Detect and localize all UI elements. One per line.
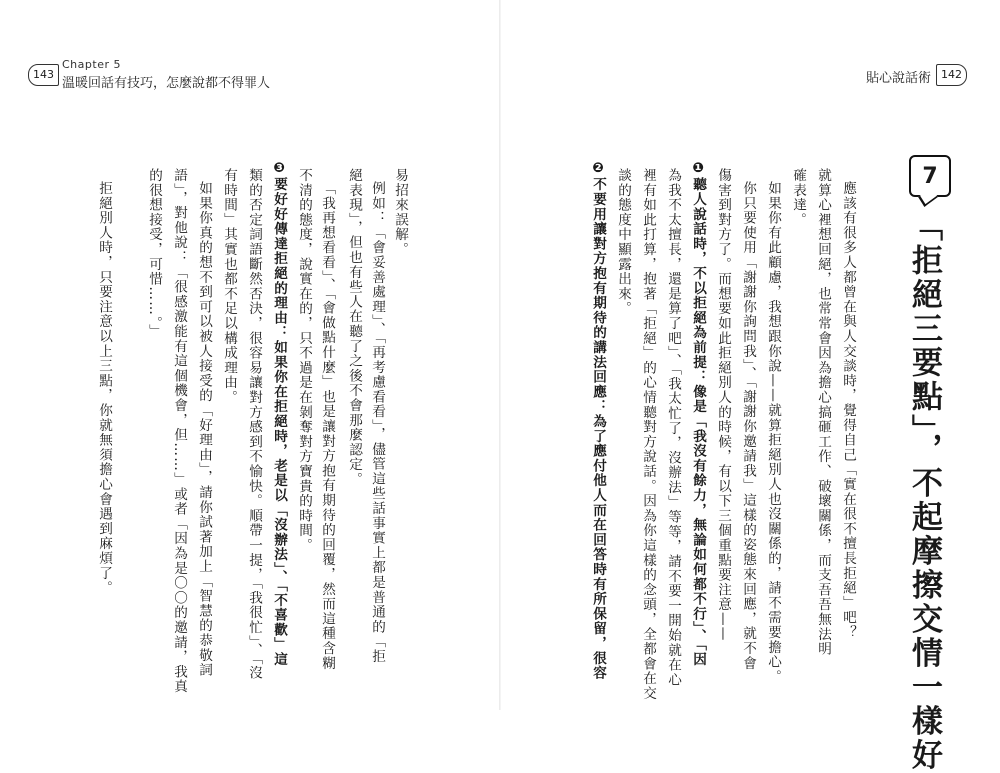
body-column: 有時間」其實也都不足以構成理由。 bbox=[221, 168, 237, 405]
body-column: 傷害到對方了。而想要如此拒絕別人的時候，有以下三個重點要注意—— bbox=[715, 168, 731, 642]
section-number-badge: 7 bbox=[909, 155, 951, 197]
section-heading: 「拒絕三要點」，不起摩擦交情一樣好 bbox=[906, 210, 942, 773]
right-page bbox=[500, 0, 1000, 773]
body-column: 確表達。 bbox=[790, 168, 806, 228]
body-column: 裡有如此打算，抱著「拒絕」的心情聽對方說話。因為你這樣的念頭，全都會在交 bbox=[640, 168, 656, 701]
body-column-point-1: ❶聽人說話時，不以拒絕為前提：像是「我沒有餘力，無論如何都不行」、「因 bbox=[690, 160, 706, 667]
body-column: 談的態度中顯露出來。 bbox=[615, 168, 631, 316]
body-column: 的很想接受，可惜……。」 bbox=[146, 168, 162, 339]
left-page-number: 143 bbox=[28, 64, 59, 86]
right-running-title: 貼心說話術 bbox=[866, 71, 932, 86]
body-column: 就算心裡想回絕，也常常會因為擔心搞砸工作、破壞關係，而支吾吾無法明 bbox=[815, 168, 831, 657]
body-column: 絕表現」，但也有些人在聽了之後不會那麼認定。 bbox=[346, 168, 362, 487]
body-column: 易招來誤解。 bbox=[392, 168, 408, 257]
body-column: 你只要使用「謝謝你詢問我」、「謝謝你邀請我」這樣的姿態來回應，就不會 bbox=[740, 181, 756, 671]
body-column-point-3: ❸要好好傳達拒絕的理由：如果你在拒絕時，老是以「沒辦法」、「不喜歡」這 bbox=[271, 160, 287, 667]
body-column: 為我不太擅長，還是算了吧」、「我太忙了，沒辦法」等等，請不要一開始就在心 bbox=[665, 168, 681, 688]
body-column: 應該有很多人都曾在與人交談時，覺得自己「實在很不擅長拒絕」吧？ bbox=[840, 181, 856, 640]
body-column: 拒絕別人時，只要注意以上三點，你就無須擔心會遇到麻煩了。 bbox=[96, 181, 112, 596]
body-column: 如果你真的想不到可以被人接受的「好理由」，請你試著加上「智慧的恭敬詞 bbox=[196, 181, 212, 678]
body-column: 「我再想看看」、「會做點什麼」也是讓對方抱有期待的回覆，然而這種含糊 bbox=[319, 181, 335, 671]
right-page-number: 142 bbox=[936, 64, 967, 86]
body-column: 不清的態度，說實在的，只不過是在剝奪對方寶貴的時間。 bbox=[296, 168, 312, 553]
chapter-label: Chapter 5 bbox=[62, 58, 121, 71]
left-page bbox=[0, 0, 500, 710]
body-column: 語」，對他說：「很感激能有這個機會，但……」或者「因為是〇〇的邀請，我真 bbox=[171, 168, 187, 694]
body-column: 如果你有此顧慮，我想跟你說——就算拒絕別人也沒關係的，請不需要擔心。 bbox=[765, 181, 781, 685]
left-running-title: 溫暖回話有技巧，怎麼說都不得罪人 bbox=[62, 76, 271, 91]
body-column-point-2: ❷不要用讓對方抱有期待的講法回應：為了應付他人而在回答時有所保留，很容 bbox=[590, 160, 606, 681]
body-column: 類的否定詞語斷然否決，很容易讓對方感到不愉快。順帶一提，「我很忙」、「沒 bbox=[246, 168, 262, 681]
body-column: 例如：「會妥善處理」、「再考慮看看」，儘管這些話事實上都是普通的「拒 bbox=[369, 181, 385, 664]
